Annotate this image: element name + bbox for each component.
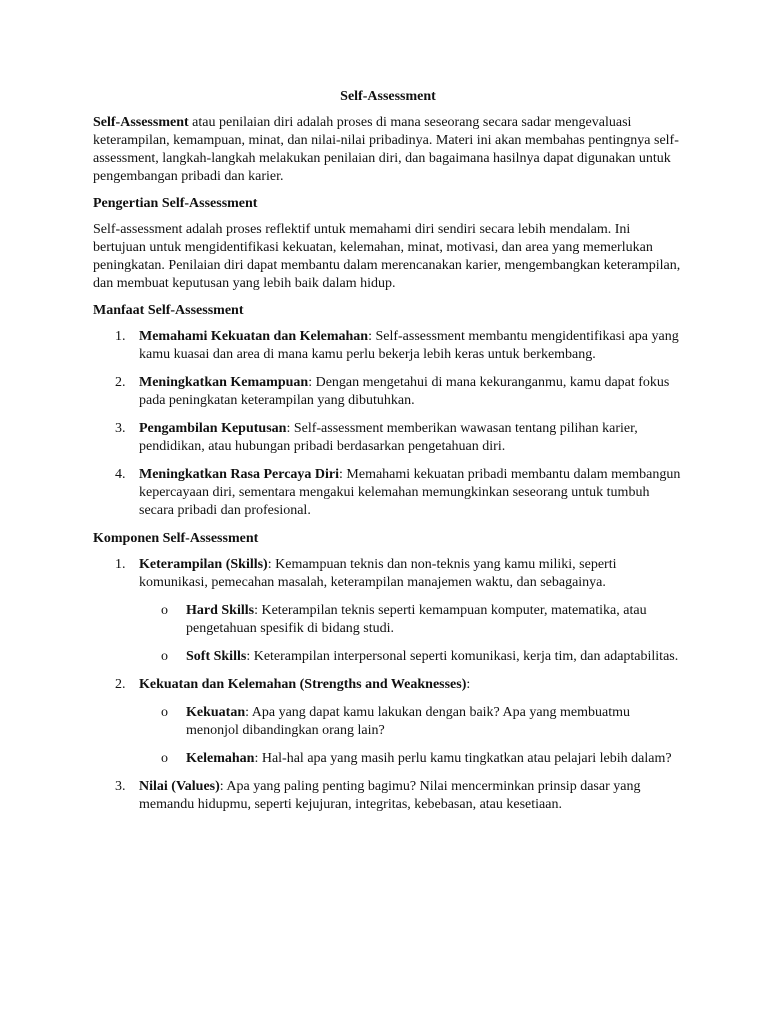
sub-item-text: : Keterampilan teknis seperti kemampuan komputer, matematika, atau pengetahuan spesifik di bidang studi.	[186, 603, 647, 636]
list-number: 1.	[115, 557, 126, 572]
sub-item-text: : Apa yang dapat kamu lakukan dengan baik? Apa yang membuatmu menonjol dibandingkan orang lain?	[186, 705, 631, 738]
document-title: Self-Assessment	[340, 89, 436, 104]
list-number: 4.	[115, 467, 126, 482]
pengertian-paragraph: Self-assessment adalah proses reflektif untuk memahami diri sendiri secara lebih mendalam. Ini bertujuan untuk mengidentifikasi kekuatan, kelemahan, minat, motivasi, dan area yang memerlukan peningkatan. Penilaian diri dapat membantu dalam merencanakan karier, mengembangkan keterampilan, dan membuat keputusan yang lebih baik dalam hidup.	[93, 222, 681, 291]
list-number: 2.	[115, 375, 126, 390]
intro-paragraph	[93, 114, 683, 186]
circle-bullet-icon: o	[161, 649, 168, 664]
heading-komponen: Komponen Self-Assessment	[93, 531, 259, 546]
sub-item-bold: Soft Skills	[186, 649, 247, 664]
circle-bullet-icon: o	[161, 603, 168, 618]
sub-list	[139, 602, 683, 666]
list-item-bold: Keterampilan (Skills)	[139, 557, 268, 572]
sub-item-bold: Hard Skills	[186, 603, 255, 618]
circle-bullet-icon: o	[161, 751, 168, 766]
list-number: 3.	[115, 421, 126, 436]
intro-bold-term: Self-Assessment	[93, 115, 189, 130]
sub-item-text: : Keterampilan interpersonal seperti komunikasi, kerja tim, dan adaptabilitas.	[246, 649, 679, 664]
list-number: 2.	[115, 677, 126, 692]
list-item-text: : Dengan mengetahui di mana kekuranganmu, kamu dapat fokus pada peningkatan keterampilan yang dibutuhkan.	[139, 375, 670, 408]
sub-list-item	[139, 648, 683, 666]
list-item-bold: Pengambilan Keputusan	[139, 421, 287, 436]
list-number: 3.	[115, 779, 126, 794]
sub-list	[139, 704, 683, 768]
list-item-text: :	[466, 677, 471, 692]
list-item	[93, 466, 683, 520]
heading-manfaat: Manfaat Self-Assessment	[93, 303, 244, 318]
list-number: 1.	[115, 329, 126, 344]
circle-bullet-icon: o	[161, 705, 168, 720]
list-item-text: : Self-assessment membantu mengidentifikasi apa yang kamu kuasai dan area di mana kamu perlu bekerja lebih keras untuk berkembang.	[139, 329, 679, 362]
list-item	[93, 420, 683, 456]
sub-item-bold: Kekuatan	[186, 705, 246, 720]
list-item-text: : Kemampuan teknis dan non-teknis yang kamu miliki, seperti komunikasi, pemecahan masalah, keterampilan manajemen waktu, dan sebagainya.	[139, 557, 617, 590]
list-item	[93, 778, 683, 814]
list-item-bold: Kekuatan dan Kelemahan (Strengths and Weaknesses)	[139, 677, 467, 692]
komponen-list	[93, 556, 683, 814]
sub-list-item	[139, 602, 683, 638]
list-item-bold: Nilai (Values)	[139, 779, 220, 794]
list-item	[93, 328, 683, 364]
intro-text: atau penilaian diri adalah proses di mana seseorang secara sadar mengevaluasi keterampilan, kemampuan, minat, dan nilai-nilai pribadinya. Materi ini akan membahas pentingnya self-assessment, langkah-langkah melakukan penilaian diri, dan bagaimana hasilnya dapat digunakan untuk pengembangan pribadi dan karier.	[93, 115, 679, 184]
heading-pengertian: Pengertian Self-Assessment	[93, 196, 258, 211]
manfaat-list	[93, 328, 683, 520]
sub-item-text: : Hal-hal apa yang masih perlu kamu tingkatkan atau pelajari lebih dalam?	[254, 751, 672, 766]
list-item	[93, 676, 683, 768]
sub-item-bold: Kelemahan	[186, 751, 255, 766]
list-item-bold: Memahami Kekuatan dan Kelemahan	[139, 329, 369, 344]
list-item-text: : Apa yang paling penting bagimu? Nilai mencerminkan prinsip dasar yang memandu hidupmu, seperti kejujuran, integritas, kebebasan, atau kesetiaan.	[139, 779, 641, 812]
list-item	[93, 556, 683, 666]
list-item	[93, 374, 683, 410]
sub-list-item	[139, 704, 683, 740]
list-item-text: : Memahami kekuatan pribadi membantu dalam membangun kepercayaan diri, sementara mengakui kelemahan memungkinkan seseorang untuk tumbuh secara pribadi dan profesional.	[139, 467, 681, 518]
list-item-text: : Self-assessment memberikan wawasan tentang pilihan karier, pendidikan, atau hubungan pribadi berdasarkan pengetahuan diri.	[139, 421, 638, 454]
list-item-bold: Meningkatkan Rasa Percaya Diri	[139, 467, 340, 482]
list-item-bold: Meningkatkan Kemampuan	[139, 375, 309, 390]
document-page	[93, 88, 683, 824]
sub-list-item	[139, 750, 683, 768]
